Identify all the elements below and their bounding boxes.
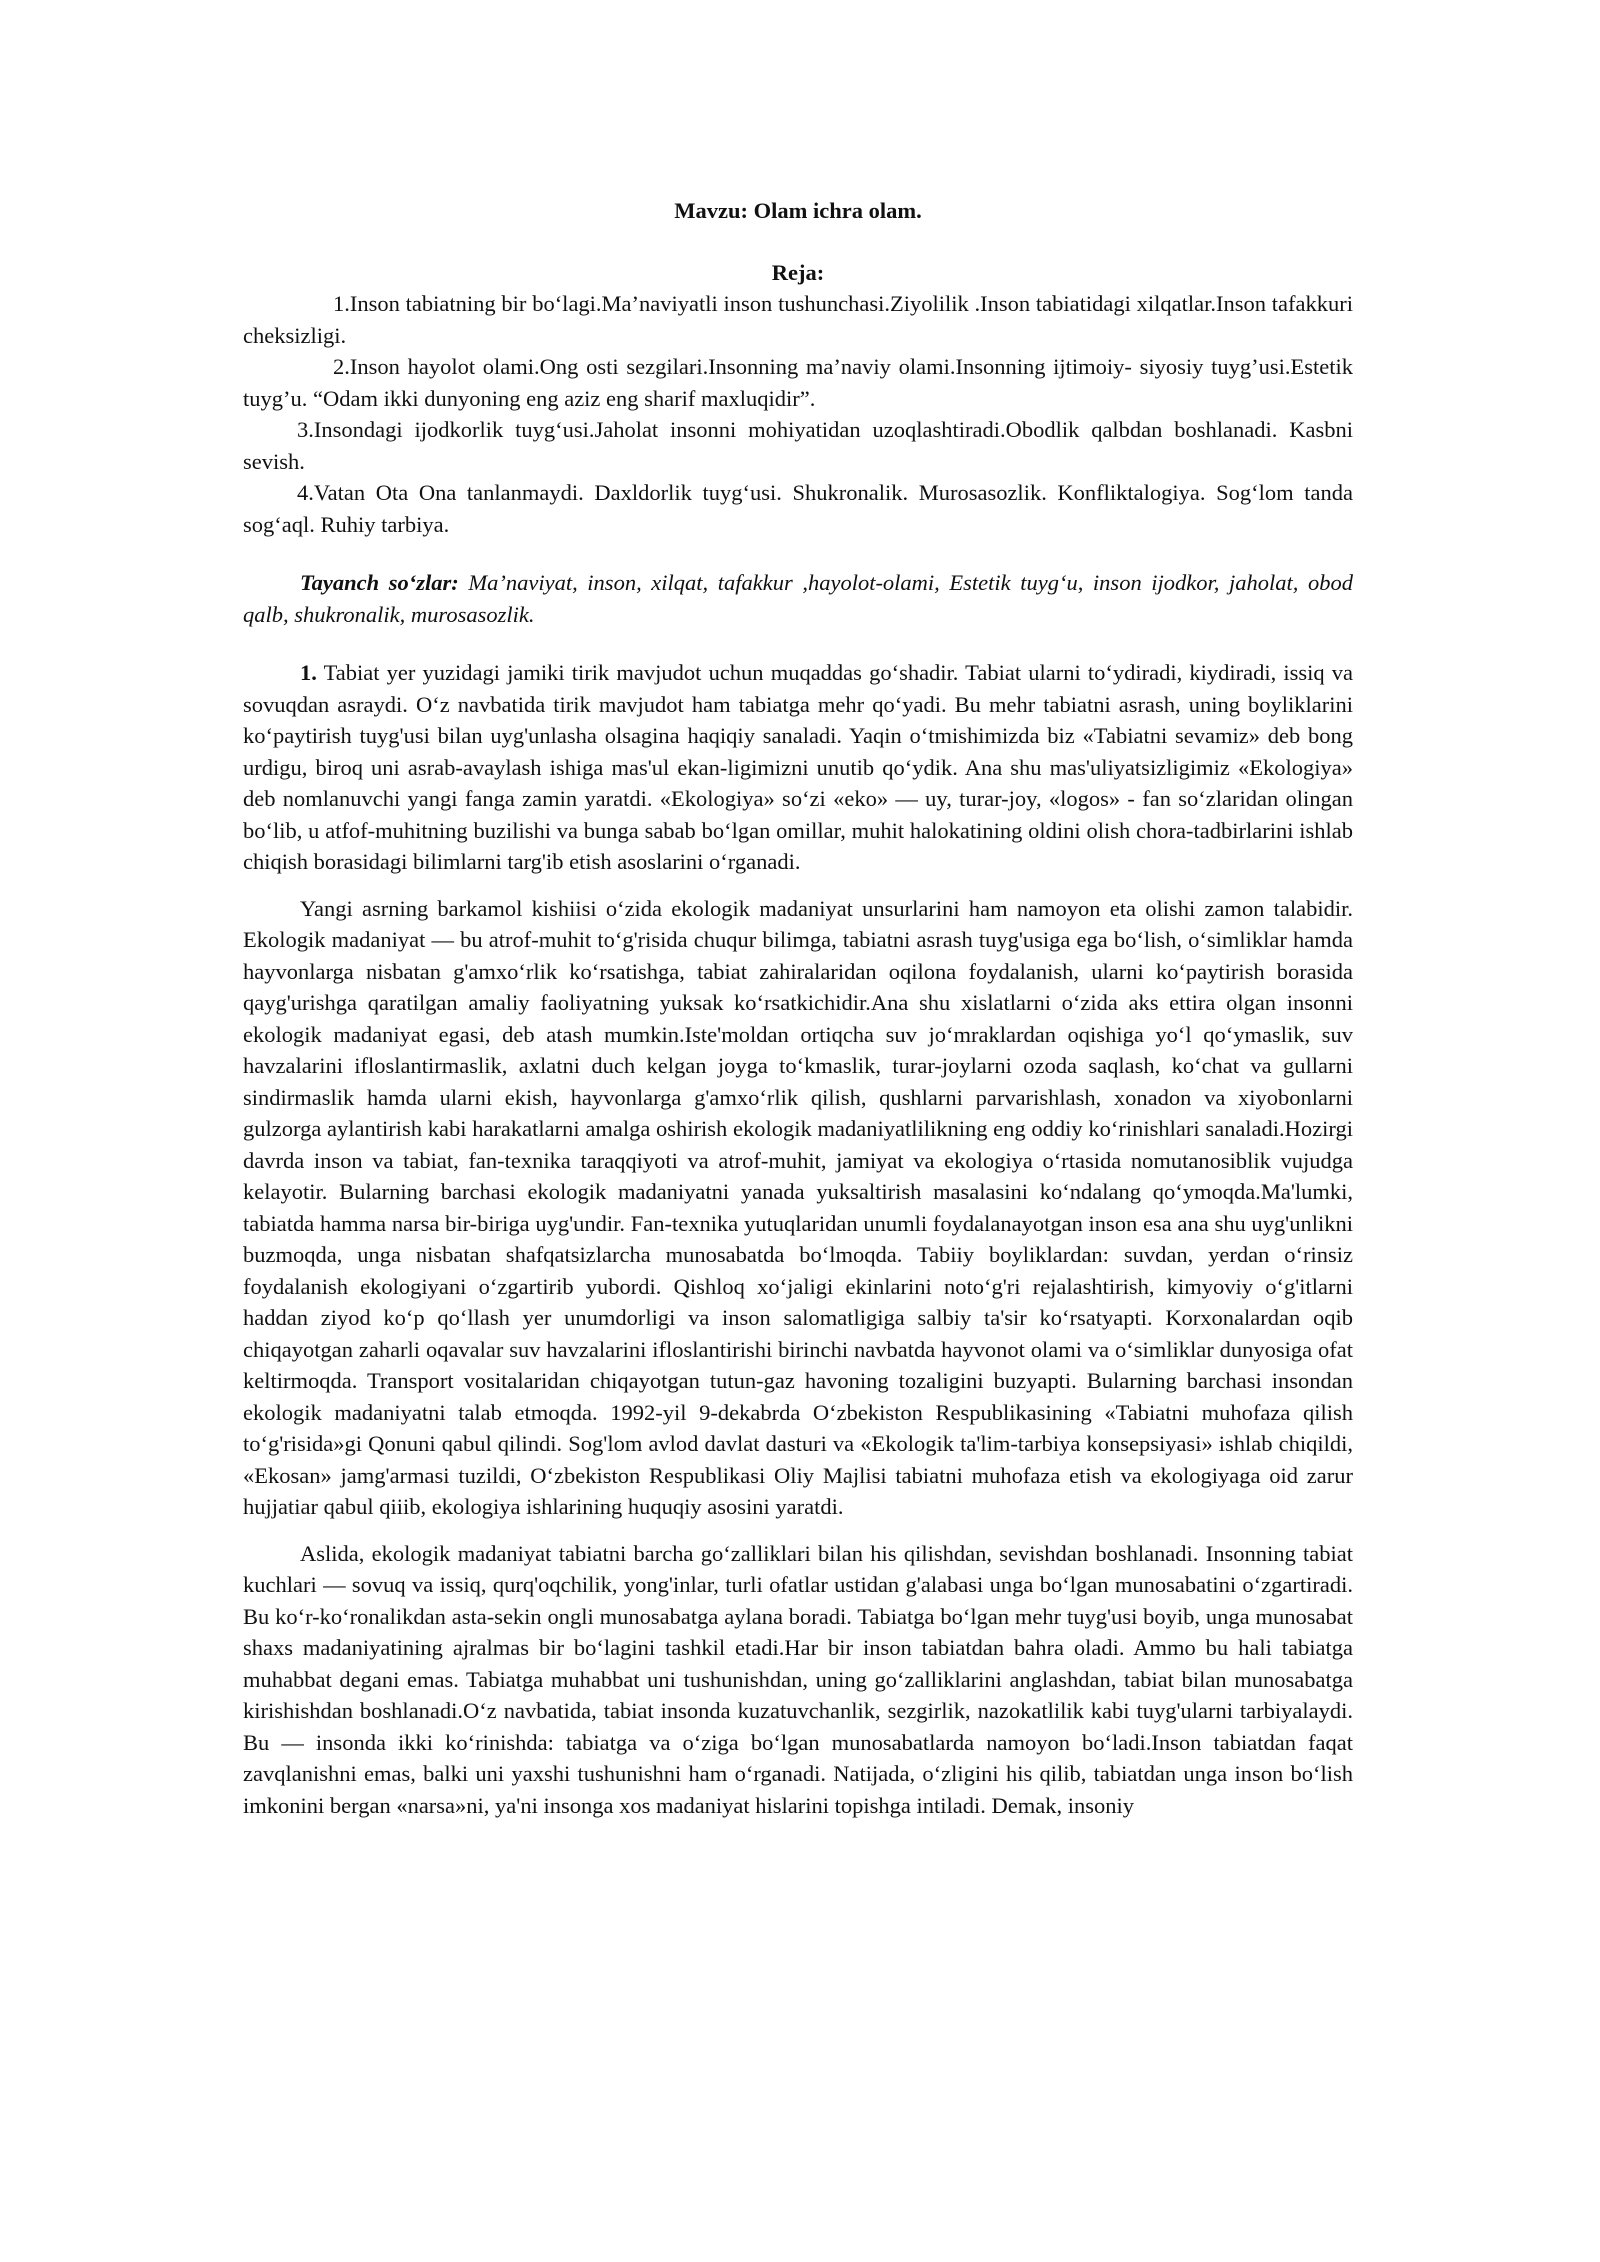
plan-heading: Reja: <box>771 259 825 285</box>
body-paragraph-1 <box>243 657 1353 878</box>
paragraph-number: 1. <box>300 660 317 685</box>
body-paragraph-1-text: Tabiat yer yuzidagi jamiki tirik mavjudot uchun muqaddas go‘shadir. Tabiat ularni to‘ydiradi, kiydiradi, issiq va sovuqdan asraydi. O‘z navbatida tirik mavjudot ham tabiatga mehr qo‘yadi. Bu mehr tabiatni asrash, uning boyliklarini ko‘paytirish tuyg'usi bilan uyg'unlasha olsagina haqiqiy sanaladi. Yaqin o‘tmishimizda biz «Tabiatni sevamiz» deb bong urdigu, biroq uni asrab-avaylash ishiga mas'ul ekan-ligimizni unutib qo‘ydik. Ana shu mas'uliyatsizligimiz «Ekologiya» deb nomlanuvchi yangi fanga zamin yaratdi. «Ekologiya» so‘zi «eko» — uy, turar-joy, «logos» - fan so‘zlaridan olingan bo‘lib, u atfof-muhitning buzilishi va bunga sabab bo‘lgan omillar, muhit halokatining oldini olish chora-tadbirlarini ishlab chiqish borasidagi bilimlarni targ'ib etish asoslarini o‘rganadi. <box>243 660 1353 874</box>
body-paragraph-2: Yangi asrning barkamol kishiisi o‘zida ekologik madaniyat unsurlarini ham namoyon eta olishi zamon talabidir. Ekologik madaniyat — bu atrof-muhit to‘g'risida chuqur bilimga, tabiatni asrash tuyg'usiga ega bo‘lish, o‘simliklar hamda hayvonlarga nisbatan g'amxo‘rlik ko‘rsatishga, tabiat zahiralaridan oqilona foydalanish, ularni ko‘paytirish borasida qayg'urishga qaratilgan amaliy faoliyatning yuksak ko‘rsatkichidir.Ana shu xislatlarni o‘zida aks ettira olgan insonni ekologik madaniyat egasi, deb atash mumkin.Iste'moldan ortiqcha suv jo‘mraklardan oqishiga yo‘l qo‘ymaslik, suv havzalarini ifloslantirmaslik, axlatni duch kelgan joyga to‘kmaslik, turar-joylarni ozoda saqlash, ko‘chat va gullarni sindirmaslik hamda ularni ekish, hayvonlarga g'amxo‘rlik qilish, qushlarni parvarishlash, xonadon va xiyobonlarni gulzorga aylantirish kabi harakatlarni amalga oshirish ekologik madaniyatlilikning eng oddiy ko‘rinishlari sanaladi.Hozirgi davrda inson va tabiat, fan-texnika taraqqiyoti va atrof-muhit, jamiyat va ekologiya o‘rtasida nomutanosiblik vujudga kelayotir. Bularning barchasi ekologik madaniyatni yanada yuksaltirish masalasini ko‘ndalang qo‘ymoqda.Ma'lumki, tabiatda hamma narsa bir-biriga uyg'undir. Fan-texnika yutuqlaridan unumli foydalanayotgan inson esa ana shu uyg'unlikni buzmoqda, unga nisbatan shafqatsizlarcha munosabatda bo‘lmoqda. Tabiiy boyliklardan: suvdan, yerdan o‘rinsiz foydalanish ekologiyani o‘zgartirib yubordi. Qishloq xo‘jaligi ekinlarini noto‘g'ri rejalashtirish, kimyoviy o‘g'itlarni haddan ziyod ko‘p qo‘llash yer unumdorligi va inson salomatligiga salbiy ta'sir ko‘rsatyapti. Korxonalardan oqib chiqayotgan zaharli oqavalar suv havzalarini ifloslantirishi birinchi navbatda hayvonot olami va o‘simliklar dunyosiga ofat keltirmoqda. Transport vositalaridan chiqayotgan tutun-gaz havoning tozaligini buzyapti. Bularning barchasi insondan ekologik madaniyatni talab etmoqda. 1992-yil 9-dekabrda O‘zbekiston Respublikasining «Tabiatni muhofaza qilish to‘g'risida»gi Qonuni qabul qilindi. Sog'lom avlod davlat dasturi va «Ekologik ta'lim-tarbiya konsepsiyasi» ishlab chiqildi, «Ekosan» jamg'armasi tuzildi, O‘zbekiston Respublikasi Oliy Majlisi tabiatni muhofaza etish va ekologiyaga oid zarur hujjatiar qabul qiiib, ekologiya ishlarining huquqiy asosini yaratdi. <box>243 895 1353 1519</box>
plan-item-1: 1.Inson tabiatning bir bo‘lagi.Ma’naviyatli inson tushunchasi.Ziyolilik .Inson tabiatidagi xilqatlar.Inson tafakkuri cheksizligi. <box>243 291 1353 348</box>
keywords-paragraph <box>243 567 1353 630</box>
plan-item-3: 3.Insondagi ijodkorlik tuyg‘usi.Jaholat insonni mohiyatidan uzoqlashtiradi.Obodlik qalbdan boshlanadi. Kasbni sevish. <box>243 417 1353 474</box>
document-page <box>243 195 1353 1821</box>
keywords-text: Ma’naviyat, inson, xilqat, tafakkur ,hayolot-olami, Estetik tuyg‘u, inson ijodkor, jaholat, obod qalb, shukronalik, murosasozlik. <box>243 570 1353 627</box>
document-title: Mavzu: Olam ichra olam. <box>674 198 922 223</box>
plan-item-4: 4.Vatan Ota Ona tanlanmaydi. Daxldorlik tuyg‘usi. Shukronalik. Murosasozlik. Konfliktalogiya. Sog‘lom tanda sog‘aql. Ruhiy tarbiya. <box>243 480 1353 537</box>
body-paragraph-3: Aslida, ekologik madaniyat tabiatni barcha go‘zalliklari bilan his qilishdan, sevishdan boshlanadi. Insonning tabiat kuchlari — sovuq va issiq, qurq'oqchilik, yong'inlar, turli ofatlar ustidan g'alabasi unga bo‘lgan munosabatini o‘zgartiradi. Bu ko‘r-ko‘ronalikdan asta-sekin ongli munosabatga aylana boradi. Tabiatga bo‘lgan mehr tuyg'usi boyib, unga munosabat shaxs madaniyatining ajralmas bir bo‘lagini tashkil etadi.Har bir inson tabiatdan bahra oladi. Ammo bu hali tabiatga muhabbat degani emas. Tabiatga muhabbat uni tushunishdan, uning go‘zalliklarini anglashdan, tabiat bilan munosabatga kirishishdan boshlanadi.O‘z navbatida, tabiat insonda kuzatuvchanlik, sezgirlik, nazokatlilik kabi tuyg'ularni tarbiyalaydi. Bu — insonda ikki ko‘rinishda: tabiatga va o‘ziga bo‘lgan munosabatlarda namoyon bo‘ladi.Inson tabiatdan faqat zavqlanishni emas, balki uni yaxshi tushunishni ham o‘rganadi. Natijada, o‘zligini his qilib, tabiatdan unga inson bo‘lish imkonini bergan «narsa»ni, ya'ni insonga xos madaniyat hislarini topishga intiladi. Demak, insoniy <box>243 1540 1353 1818</box>
keywords-label: Tayanch so‘zlar: <box>300 570 459 595</box>
plan-item-2: 2.Inson hayolot olami.Ong osti sezgilari.Insonning ma’naviy olami.Insonning ijtimoiy- siyosiy tuyg’usi.Estetik tuyg’u. “Odam ikki dunyoning eng aziz eng sharif maxluqidir”. <box>243 354 1353 411</box>
